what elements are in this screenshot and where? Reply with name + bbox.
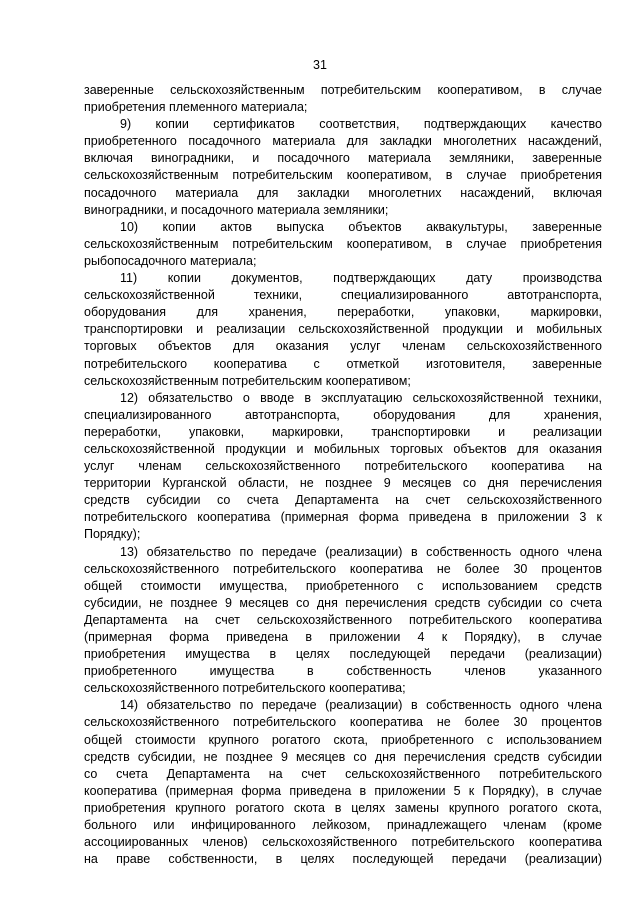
page-number: 31 <box>313 58 327 72</box>
text-line: приобретения племенного материала; <box>84 100 308 115</box>
text-line: специализированного автотранспорта, оборудования для хранения, <box>84 407 602 422</box>
text-line: 10) копии актов выпуска объектов аквакультуры, заверенные <box>120 219 602 234</box>
text-line: на праве собственности, в целях последующей передачи (реализации) <box>84 852 602 867</box>
text-line: переработки, упаковки, маркировки, транспортировки и реализации <box>84 424 602 439</box>
text-line: средств субсидии, не позднее 9 месяцев со дня перечисления средств субсидии <box>84 749 602 764</box>
text-line: со счета Департамента на счет сельскохозяйственного потребительского <box>84 766 602 781</box>
text-line: включая виноградники, и посадочного материала земляники, заверенные <box>84 151 602 166</box>
text-line: заверенные сельскохозяйственным потребительским кооперативом, в случае <box>84 83 602 97</box>
text-line: приобретенного имущества в собственность членов указанного <box>84 664 602 679</box>
text-line: 14) обязательство по передаче (реализации) в собственность одного члена <box>120 698 602 713</box>
text-line: территории Курганской области, не позднее 9 месяцев со дня перечисления <box>84 476 602 491</box>
text-line: общей стоимости крупного рогатого скота, приобретенного с использованием <box>84 732 602 747</box>
text-line: приобретения крупного рогатого скота в целях замены крупного рогатого скота, <box>84 800 602 815</box>
text-line: оборудования для хранения, переработки, упаковки, маркировки, <box>84 305 602 320</box>
text-line: рыбопосадочного материала; <box>84 253 257 268</box>
text-line: сельскохозяйственным потребительским кооперативом, в случае приобретения <box>84 168 602 183</box>
text-line: сельскохозяйственного потребительского кооператива не более 30 процентов <box>84 715 602 730</box>
text-line: потребительского кооператива (примерная форма приведена в приложении 3 к <box>84 510 602 525</box>
text-line: приобретенного посадочного материала для закладки многолетних насаждений, <box>84 134 602 149</box>
text-line: приобретения имущества в целях последующей передачи (реализации) <box>84 647 602 662</box>
text-line: больного или инфицированного лейкозом, принадлежащего членам (кроме <box>84 818 602 833</box>
text-line: услуг членам сельскохозяйственного потребительского кооператива на <box>84 459 602 474</box>
text-line: сельскохозяйственным потребительским кооперативом; <box>84 373 411 388</box>
body-text <box>84 82 602 868</box>
text-line: сельскохозяйственного потребительского кооператива не более 30 процентов <box>84 561 602 576</box>
text-line: сельскохозяйственной продукции и мобильных торговых объектов для оказания <box>84 441 602 456</box>
text-line: транспортировки и реализации сельскохозяйственной продукции и мобильных <box>84 322 602 337</box>
text-line: посадочного материала для закладки многолетних насаждений, включая <box>84 185 602 200</box>
text-line: потребительского кооператива с отметкой изготовителя, заверенные <box>84 356 602 371</box>
text-line: средств субсидии со счета Департамента на счет сельскохозяйственного <box>84 493 602 508</box>
text-line: кооператива (примерная форма приведена в приложении 5 к Порядку), в случае <box>84 783 602 798</box>
text-line: сельскохозяйственного потребительского кооператива; <box>84 681 406 696</box>
text-line: ассоциированных членов) сельскохозяйственного потребительского кооператива <box>84 835 602 850</box>
text-line: сельскохозяйственным потребительским кооперативом, в случае приобретения <box>84 236 602 251</box>
text-line: Порядку); <box>84 527 141 542</box>
text-line: 11) копии документов, подтверждающих дату производства <box>120 271 602 286</box>
text-line: Департамента на счет сельскохозяйственного потребительского кооператива <box>84 612 602 627</box>
text-line: (примерная форма приведена в приложении 4 к Порядку), в случае <box>84 630 602 644</box>
text-line: общей стоимости имущества, приобретенного с использованием средств <box>84 578 602 593</box>
text-line: 9) копии сертификатов соответствия, подтверждающих качество <box>120 117 602 132</box>
text-line: субсидии, не позднее 9 месяцев со дня перечисления средств субсидии со счета <box>84 595 602 610</box>
text-line: 12) обязательство о вводе в эксплуатацию сельскохозяйственной техники, <box>120 390 602 405</box>
text-line: сельскохозяйственной техники, специализированного автотранспорта, <box>84 288 602 303</box>
text-line: торговых объектов для оказания услуг членам сельскохозяйственного <box>84 339 602 354</box>
text-line: виноградники, и посадочного материала земляники; <box>84 202 389 217</box>
text-line: 13) обязательство по передаче (реализации) в собственность одного члена <box>120 544 602 559</box>
